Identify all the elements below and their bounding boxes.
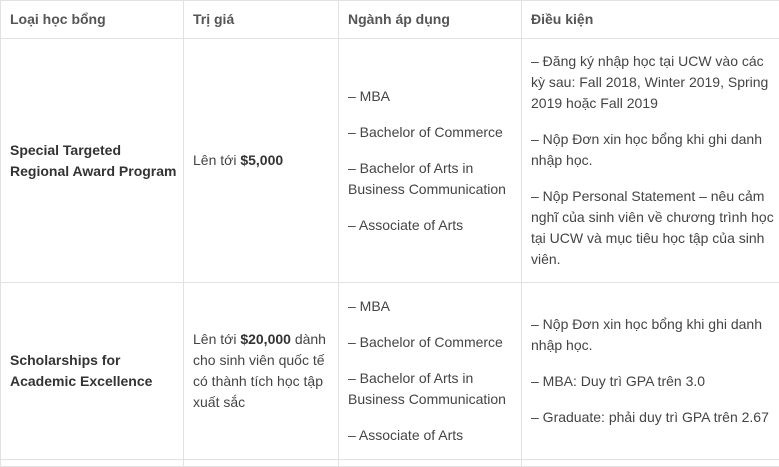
scholarship-value-cell xyxy=(184,39,339,283)
majors-cell xyxy=(339,283,522,460)
table-row xyxy=(1,39,779,283)
header-majors: Ngành áp dụng xyxy=(339,1,522,39)
conditions-cell xyxy=(522,283,779,460)
major-item: – Bachelor of Commerce xyxy=(348,122,517,143)
major-item: – Bachelor of Commerce xyxy=(348,332,517,353)
scholarship-type-cell: Special Targeted Regional Award Program xyxy=(1,39,184,283)
conditions-cell xyxy=(522,39,779,283)
header-scholarship-type: Loại học bổng xyxy=(1,1,184,39)
value-prefix: Lên tới xyxy=(193,152,240,168)
empty-cell xyxy=(1,460,184,467)
major-item: – Bachelor of Arts in Business Communication xyxy=(348,368,517,410)
condition-item: – Nộp Đơn xin học bổng khi ghi danh nhập học. xyxy=(531,129,775,171)
majors-cell xyxy=(339,39,522,283)
empty-cell xyxy=(339,460,522,467)
table-row-partial xyxy=(1,460,779,467)
condition-item: – MBA: Duy trì GPA trên 3.0 xyxy=(531,371,775,392)
value-amount: $20,000 xyxy=(240,331,291,347)
major-item: – MBA xyxy=(348,296,517,317)
header-conditions: Điều kiện xyxy=(522,1,779,39)
major-item: – Associate of Arts xyxy=(348,425,517,446)
empty-cell xyxy=(522,460,779,467)
scholarship-value-cell xyxy=(184,283,339,460)
condition-item: – Nộp Đơn xin học bổng khi ghi danh nhập học. xyxy=(531,314,775,356)
table-row xyxy=(1,283,779,460)
scholarship-type-cell: Scholarships for Academic Excellence xyxy=(1,283,184,460)
condition-item: – Graduate: phải duy trì GPA trên 2.67 xyxy=(531,407,775,428)
empty-cell xyxy=(184,460,339,467)
major-item: – Bachelor of Arts in Business Communication xyxy=(348,158,517,200)
value-suffix: dành cho sinh viên quốc tế có thành tích học tập xuất sắc xyxy=(193,331,326,410)
table-header-row xyxy=(1,1,779,39)
value-amount: $5,000 xyxy=(240,152,283,168)
major-item: – MBA xyxy=(348,86,517,107)
major-item: – Associate of Arts xyxy=(348,215,517,236)
condition-item: – Nộp Personal Statement – nêu cảm nghĩ của sinh viên về chương trình học tại UCW và mục tiêu học tập của sinh viên. xyxy=(531,186,775,270)
condition-item: – Đăng ký nhập học tại UCW vào các kỳ sau: Fall 2018, Winter 2019, Spring 2019 hoặc Fall 2019 xyxy=(531,51,775,114)
header-value: Trị giá xyxy=(184,1,339,39)
value-prefix: Lên tới xyxy=(193,331,240,347)
